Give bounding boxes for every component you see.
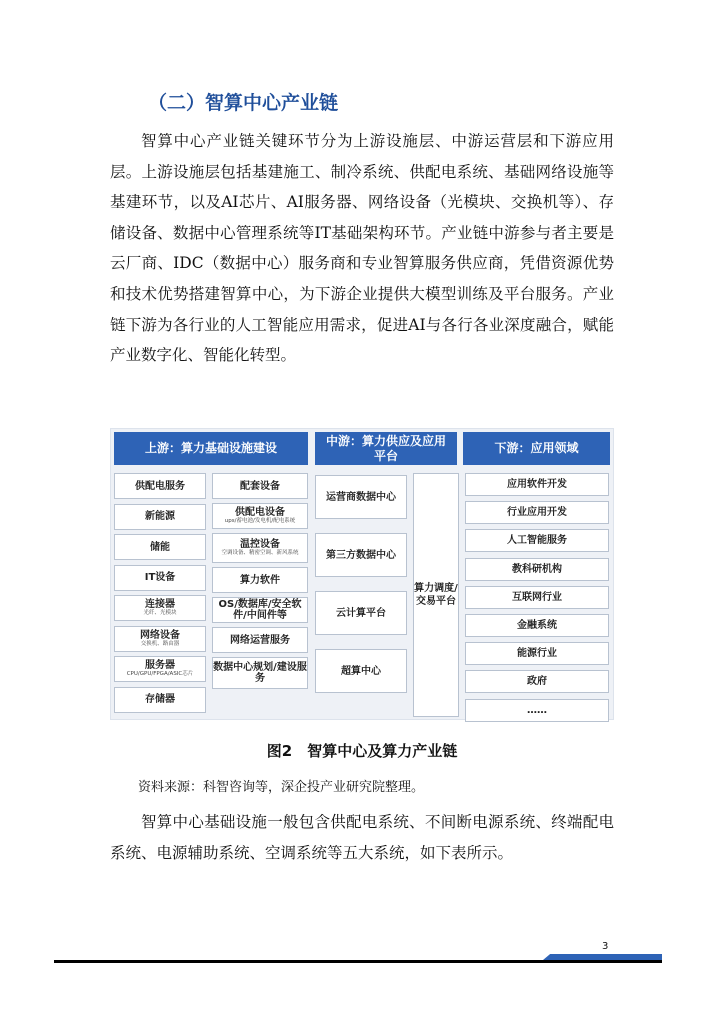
chain-box-label: 服务器 — [145, 660, 175, 671]
chain-box-label: 配套设备 — [240, 480, 280, 492]
chain-box — [465, 473, 609, 496]
chain-box — [465, 642, 609, 665]
footer-rule — [54, 960, 662, 963]
chain-box — [315, 533, 407, 577]
chain-box — [212, 503, 308, 529]
section-heading: （二）智算中心产业链 — [148, 92, 339, 114]
chain-box-label: 新能源 — [145, 511, 175, 522]
upstream-header: 上游：算力基础设施建设 — [114, 432, 308, 465]
chain-box — [465, 586, 609, 609]
chain-box — [212, 473, 308, 499]
chain-box-label: 供配电设备 — [235, 507, 285, 518]
chain-box-label: 运营商数据中心 — [326, 491, 396, 503]
chain-box-sublabel: CPU/GPU/FPGA/ASIC芯片 — [126, 671, 194, 677]
chain-box-label: 储能 — [150, 541, 170, 553]
chain-box — [465, 699, 609, 722]
paragraph-industry-chain: 智算中心产业链关键环节分为上游设施层、中游运营层和下游应用层。上游设施层包括基建施工、制冷系统、供配电系统、基础网络设施等基建环节，以及AI芯片、AI服务器、网络设备（光模块、交换机等）、存储设备、数据中心管理系统等IT基础架构环节。产业链中游参与者主要是云厂商、IDC（数据中心）服务商和专业智算服务供应商，凭借资源优势和技术优势搭建智算中心，为下游企业提供大模型训练及平台服务。产业链下游为各行业的人工智能应用需求，促进AI与各行各业深度融合，赋能产业数字化、智能化转型。 — [110, 132, 614, 365]
chain-box-sublabel: 空调设备、精密空调、新风系统 — [221, 550, 299, 556]
chain-box — [114, 534, 206, 560]
chain-box — [114, 656, 206, 682]
chain-box-label: 政府 — [527, 676, 547, 688]
chain-box-label: 连接器 — [145, 599, 175, 610]
chain-box — [114, 565, 206, 591]
chain-box — [212, 627, 308, 653]
chain-box-label: 网络设备 — [140, 629, 180, 641]
chain-box — [114, 473, 206, 499]
chain-box-label: …… — [527, 704, 547, 716]
chain-box — [114, 626, 206, 652]
midstream-center-label: 算力调度/交易平台 — [414, 583, 458, 607]
chain-box-label: 供配电服务 — [135, 480, 185, 492]
chain-box-label: 数据中心规划/建设服务 — [213, 662, 307, 684]
chain-box — [465, 501, 609, 524]
chain-box — [212, 657, 308, 689]
chain-box — [465, 558, 609, 581]
chain-box-label: 超算中心 — [341, 665, 381, 677]
figure-source: 资料来源：科智咨询等，深企投产业研究院整理。 — [138, 780, 425, 795]
chain-box-label: 存储器 — [145, 694, 175, 705]
chain-box-label: 能源行业 — [517, 648, 557, 660]
chain-box — [114, 595, 206, 621]
chain-box — [315, 475, 407, 519]
midstream-center-box — [413, 473, 459, 717]
paragraph-infrastructure: 智算中心基础设施一般包含供配电系统、不间断电源系统、终端配电系统、电源辅助系统、空调系统等五大系统，如下表所示。 — [110, 813, 614, 862]
chain-box — [212, 597, 308, 623]
figure-caption: 图2 智算中心及算力产业链 — [266, 742, 458, 760]
chain-box-label: 网络运营服务 — [230, 634, 290, 646]
chain-box-label: 行业应用开发 — [507, 507, 567, 519]
chain-box-label: 教科研机构 — [512, 563, 562, 575]
chain-box — [465, 670, 609, 693]
chain-box — [465, 614, 609, 637]
downstream-header: 下游：应用领域 — [463, 432, 610, 465]
chain-box — [315, 649, 407, 693]
chain-box — [114, 687, 206, 713]
chain-box-label: IT设备 — [144, 572, 176, 583]
chain-box — [212, 533, 308, 563]
chain-box-label: 应用软件开发 — [507, 479, 567, 490]
chain-box-sublabel: ups/蓄电池/发电机/配电系统 — [224, 518, 296, 524]
chain-box-label: 人工智能服务 — [507, 535, 567, 547]
industry-chain-diagram — [110, 428, 614, 720]
chain-box — [465, 529, 609, 552]
midstream-header: 中游：算力供应及应用平台 — [315, 432, 457, 465]
chain-box-sublabel: 交换机、路由器 — [140, 640, 180, 647]
chain-box — [212, 567, 308, 593]
chain-box-label: 温控设备 — [240, 539, 280, 550]
chain-box — [315, 591, 407, 635]
chain-box-sublabel: 光纤、光模块 — [143, 610, 177, 616]
chain-box-label: OS/数据库/安全软件/中间件等 — [218, 599, 302, 621]
chain-box-label: 金融系统 — [517, 620, 557, 631]
chain-box-label: 互联网行业 — [512, 591, 562, 603]
chain-box-label: 云计算平台 — [336, 607, 386, 619]
page-number: 3 — [602, 941, 609, 952]
chain-box — [114, 504, 206, 530]
chain-box-label: 算力软件 — [240, 574, 280, 586]
chain-box-label: 第三方数据中心 — [326, 549, 396, 561]
